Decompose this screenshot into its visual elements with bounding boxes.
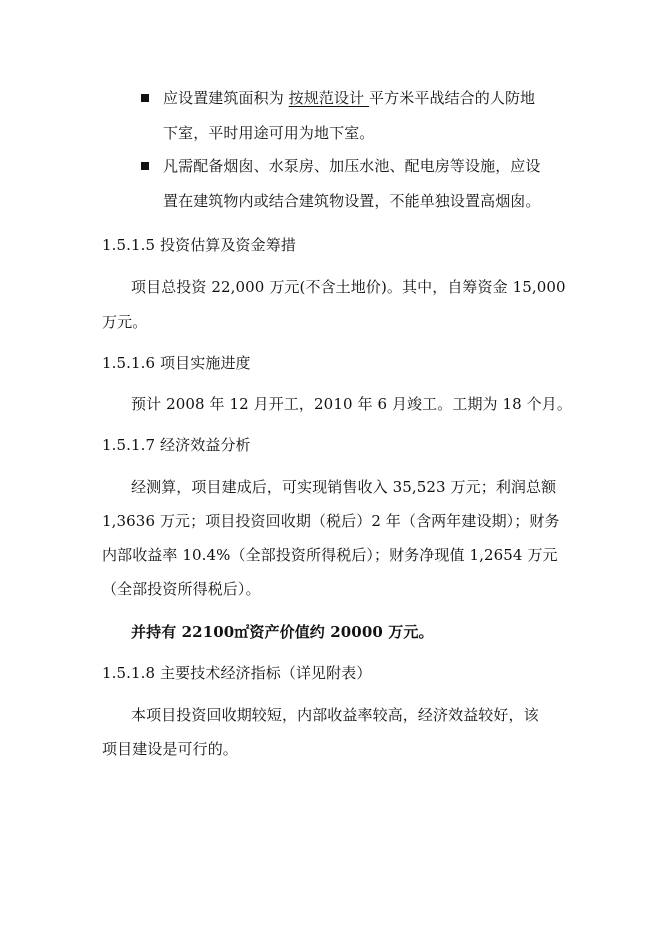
bullet-2-line-1: 凡需配备烟囱、水泵房、加压水池、配电房等设施，应设 xyxy=(163,157,541,175)
section-heading-1-5-1-7: 1.5.1.7 经济效益分析 xyxy=(102,436,251,454)
bullet-1-underlined-value: 按规范设计 xyxy=(288,89,370,107)
section-1-5-1-8-line-1: 本项目投资回收期较短，内部收益率较高，经济效益较好，该 xyxy=(131,706,539,724)
section-1-5-1-8-line-2: 项目建设是可行的。 xyxy=(102,740,238,758)
bullet-1-line-1 xyxy=(163,88,535,108)
bullet-square-icon xyxy=(141,162,149,170)
section-1-5-1-7-line-3: 内部收益率 10.4%（全部投资所得税后）；财务净现值 1,2654 万元 xyxy=(102,546,558,564)
section-1-5-1-7-line-2: 1,3636 万元；项目投资回收期（税后）2 年（含两年建设期）；财务 xyxy=(102,512,560,530)
section-1-5-1-6-line-1: 预计 2008 年 12 月开工，2010 年 6 月竣工。工期为 18 个月。 xyxy=(131,395,572,413)
section-1-5-1-5-line-2: 万元。 xyxy=(102,313,148,331)
bullet-square-icon xyxy=(141,94,149,102)
section-1-5-1-5-line-1: 项目总投资 22,000 万元(不含土地价)。其中，自筹资金 15,000 xyxy=(131,278,566,296)
section-1-5-1-7-line-4: （全部投资所得税后）。 xyxy=(102,580,261,598)
bullet-2-line-2: 置在建筑物内或结合建筑物设置，不能单独设置高烟囱。 xyxy=(163,192,541,210)
asset-value-statement: 并持有 22100㎡资产价值约 20000 万元。 xyxy=(131,623,434,641)
bullet-1-prefix: 应设置建筑面积为 xyxy=(163,89,289,107)
bullet-1-line-2: 下室，平时用途可用为地下室。 xyxy=(163,124,375,142)
section-1-5-1-7-line-1: 经测算，项目建成后，可实现销售收入 35,523 万元；利润总额 xyxy=(131,478,557,496)
section-heading-1-5-1-6: 1.5.1.6 项目实施进度 xyxy=(102,354,251,372)
section-heading-1-5-1-5: 1.5.1.5 投资估算及资金筹措 xyxy=(102,236,296,254)
section-heading-1-5-1-8: 1.5.1.8 主要技术经济指标（详见附表） xyxy=(102,664,372,682)
bullet-1-suffix: 平方米平战结合的人防地 xyxy=(369,89,536,107)
